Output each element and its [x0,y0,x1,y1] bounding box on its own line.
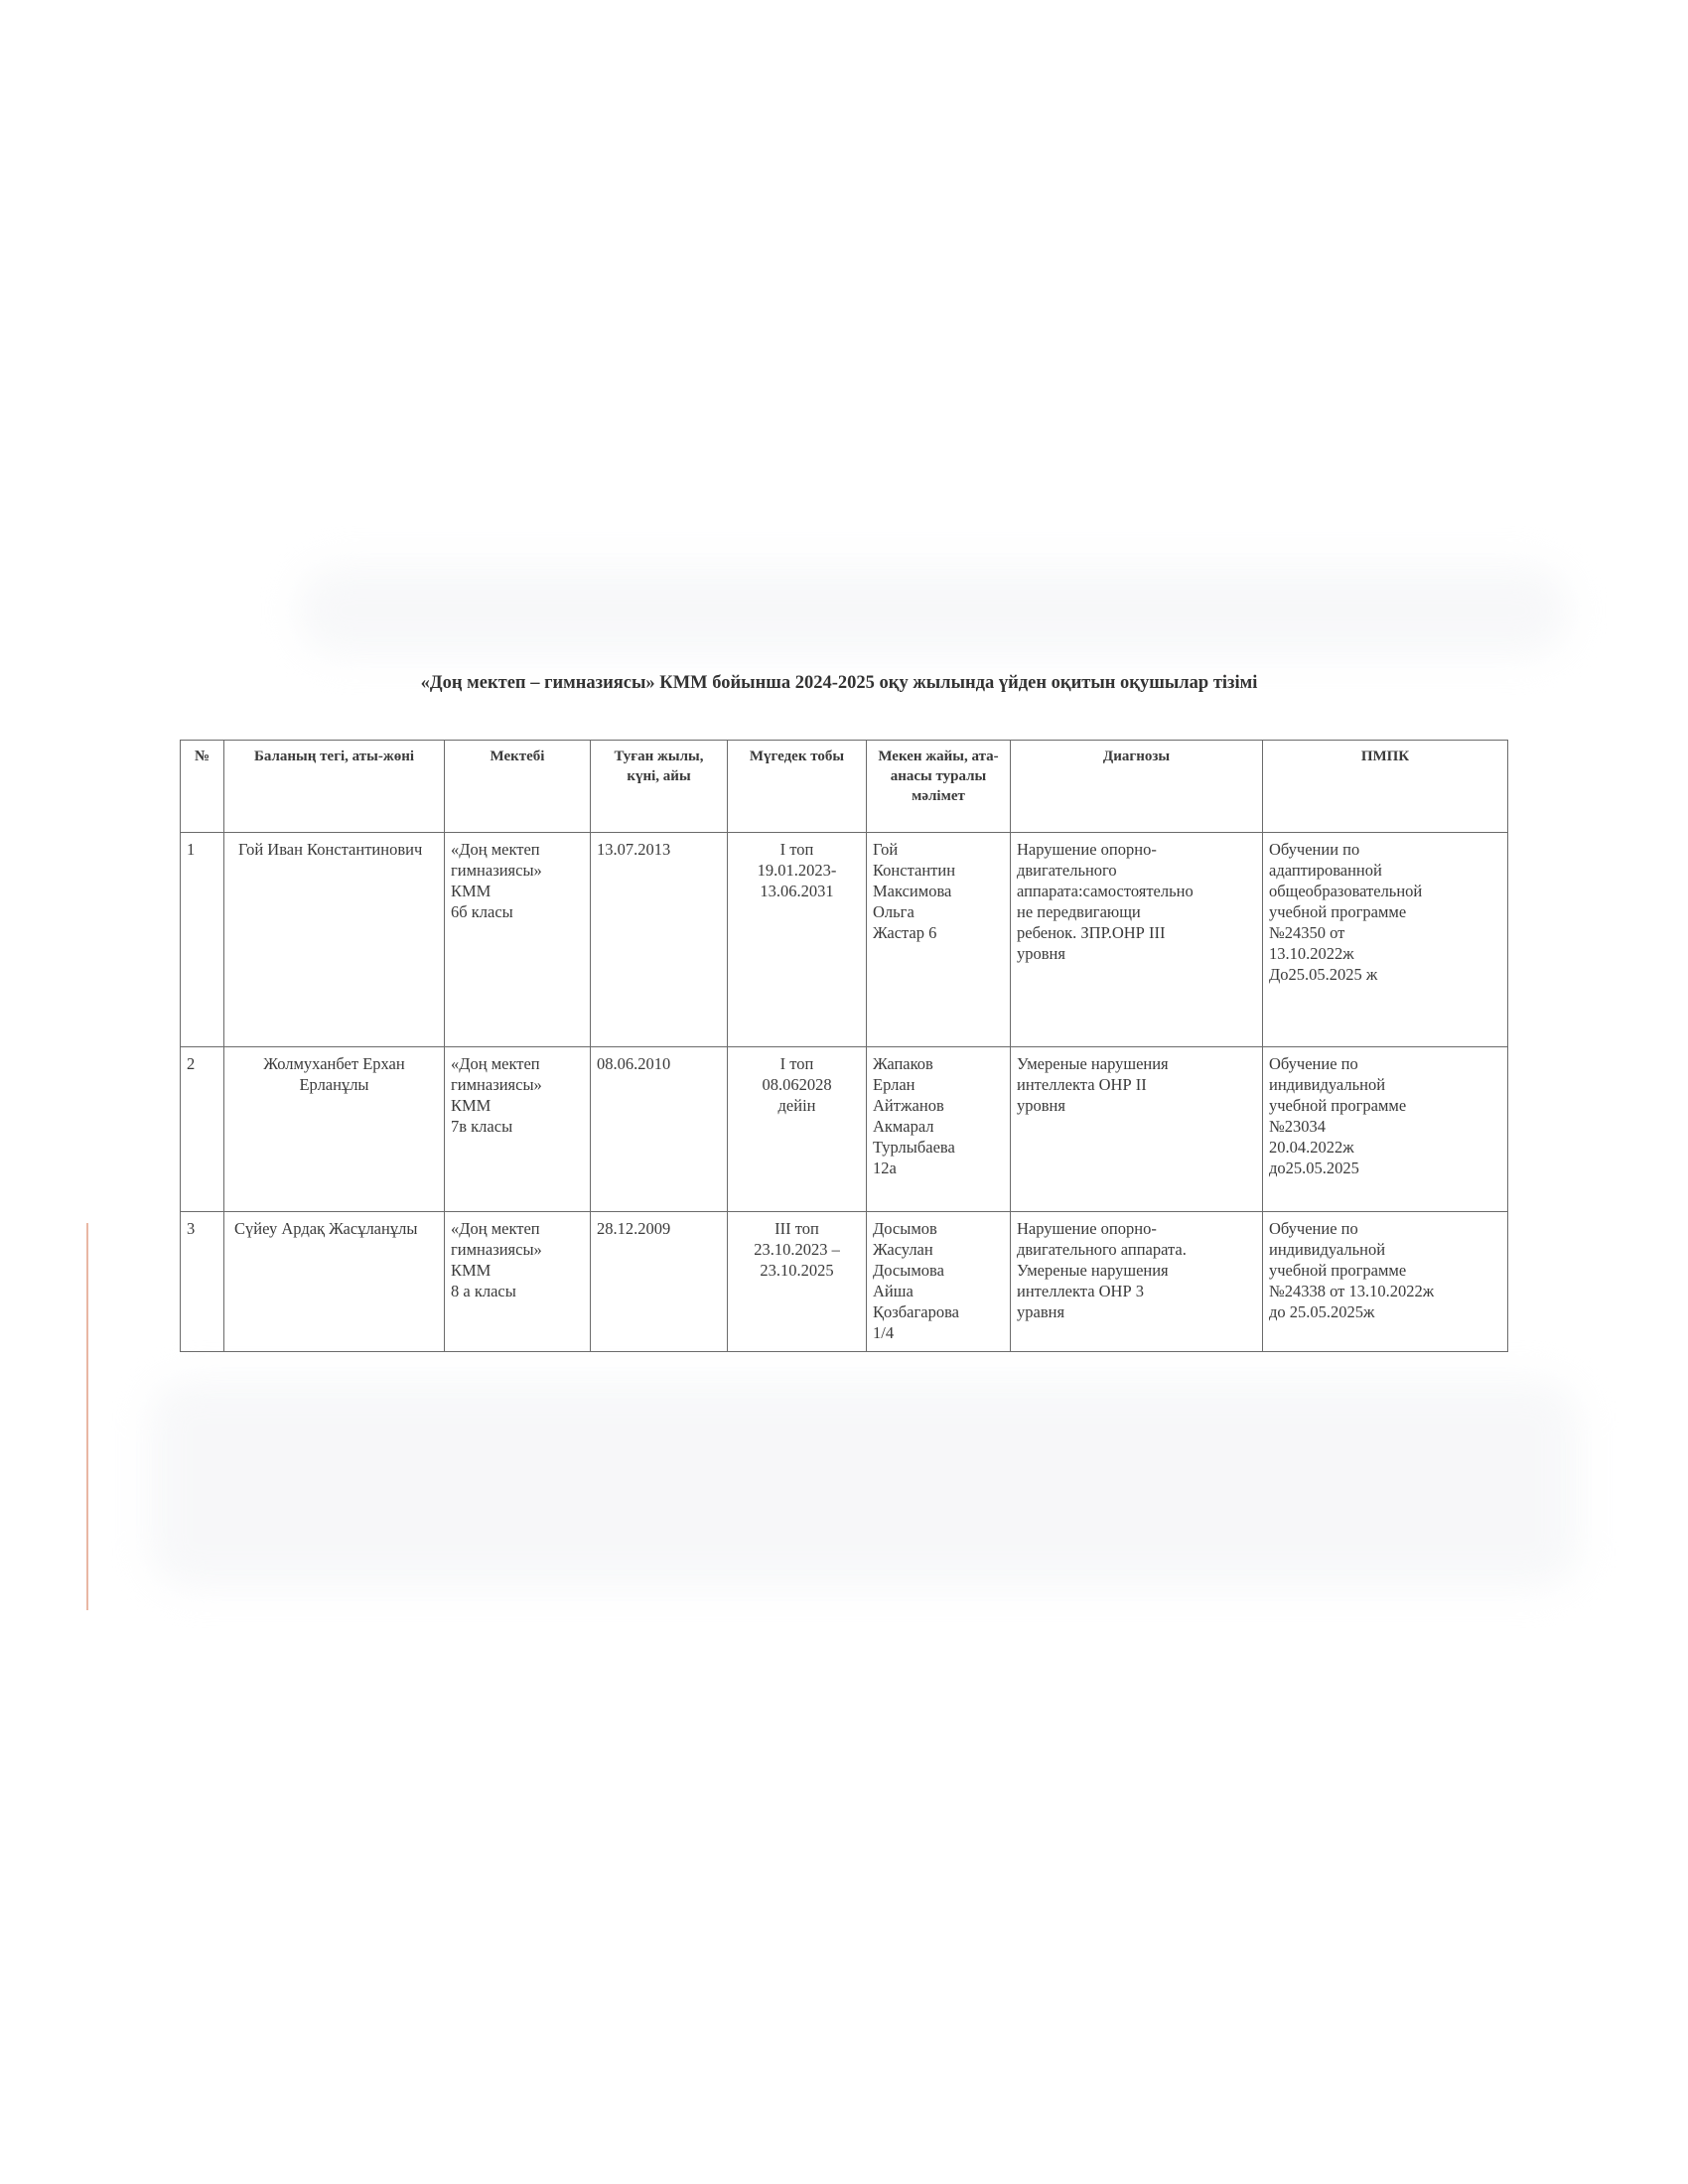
table-row [181,1212,1508,1352]
school-cell [445,1212,591,1352]
pmpk-line: учебной программе [1269,1261,1407,1280]
parents-line: Ерлан [873,1075,915,1094]
school-line: «Доң мектеп [451,1054,540,1073]
pmpk-line: до25.05.2025 [1269,1159,1359,1177]
diagnosis-cell [1011,1212,1263,1352]
parents-line: Қозбагарова [873,1302,959,1321]
parents-line: Досымов [873,1219,937,1238]
diagnosis-line: двигательного аппарата. [1017,1240,1187,1259]
pmpk-cell [1263,833,1508,1047]
birth-date: 28.12.2009 [591,1212,728,1352]
pmpk-line: Обучение по [1269,1219,1358,1238]
pmpk-line: До25.05.2025 ж [1269,965,1378,984]
pmpk-line: 13.10.2022ж [1269,944,1354,963]
pmpk-line: до 25.05.2025ж [1269,1302,1375,1321]
school-line: КММ [451,1096,492,1115]
diagnosis-line: не передвигающи [1017,902,1141,921]
table-header-row [181,741,1508,833]
header-disability-group: Мүгедек тобы [728,741,867,833]
pmpk-line: 20.04.2022ж [1269,1138,1354,1157]
diagnosis-cell [1011,1047,1263,1212]
diagnosis-line: уравня [1017,1302,1065,1321]
pmpk-line: Обучении по [1269,840,1360,859]
birth-date: 13.07.2013 [591,833,728,1047]
pmpk-line: общеобразовательной [1269,882,1423,900]
student-name: Жолмуханбет Ерхан Ерланұлы [224,1047,445,1212]
school-line: гимназиясы» [451,1240,542,1259]
pmpk-line: учебной программе [1269,902,1407,921]
disability-cell [728,833,867,1047]
parents-cell [867,1047,1011,1212]
parents-line: Жасулан [873,1240,933,1259]
table-row [181,833,1508,1047]
scan-smudge-bottom [149,1380,1579,1588]
parents-cell [867,1212,1011,1352]
school-line: 8 а класы [451,1282,516,1300]
parents-line: Айтжанов [873,1096,944,1115]
disability-line: I топ [779,840,814,859]
disability-line: III топ [774,1219,819,1238]
school-line: 6б класы [451,902,513,921]
student-name: Гой Иван Константинович [224,833,445,1047]
parents-cell [867,833,1011,1047]
parents-line: Айша [873,1282,914,1300]
diagnosis-line: Нарушение опорно- [1017,840,1157,859]
school-cell [445,833,591,1047]
pmpk-line: индивидуальной [1269,1240,1386,1259]
diagnosis-line: ребенок. ЗПР.ОНР III [1017,923,1166,942]
parents-line: Константин [873,861,956,880]
school-line: гимназиясы» [451,861,542,880]
diagnosis-line: Нарушение опорно- [1017,1219,1157,1238]
row-number: 1 [181,833,224,1047]
scan-edge-line [86,1223,88,1610]
row-number: 2 [181,1047,224,1212]
diagnosis-cell [1011,833,1263,1047]
parents-line: Турлыбаева [873,1138,955,1157]
table-row [181,1047,1508,1212]
diagnosis-line: уровня [1017,944,1065,963]
parents-line: Досымова [873,1261,944,1280]
school-line: КММ [451,1261,492,1280]
pmpk-line: №24350 от [1269,923,1345,942]
header-diagnosis: Диагнозы [1011,741,1263,833]
header-pmpk: ПМПК [1263,741,1508,833]
diagnosis-line: аппарата:самостоятельно [1017,882,1194,900]
disability-line: 23.10.2023 – [754,1240,840,1259]
pmpk-line: №23034 [1269,1117,1326,1136]
parents-line: 1/4 [873,1323,895,1342]
pmpk-line: адаптированной [1269,861,1382,880]
pmpk-line: Обучение по [1269,1054,1358,1073]
diagnosis-line: интеллекта ОНР II [1017,1075,1147,1094]
diagnosis-line: интеллекта ОНР 3 [1017,1282,1145,1300]
pmpk-line: №24338 от 13.10.2022ж [1269,1282,1435,1300]
diagnosis-line: Умереные нарушения [1017,1261,1169,1280]
school-line: «Доң мектеп [451,840,540,859]
header-address-parents: Мекен жайы, ата-анасы туралы мәлімет [867,741,1011,833]
scan-smudge-top [298,566,1569,655]
disability-line: дейін [777,1096,816,1115]
diagnosis-line: двигательного [1017,861,1117,880]
school-line: гимназиясы» [451,1075,542,1094]
birth-date: 08.06.2010 [591,1047,728,1212]
parents-line: Жапаков [873,1054,933,1073]
disability-cell [728,1047,867,1212]
school-cell [445,1047,591,1212]
document-title: «Доң мектеп – гимназиясы» КММ бойынша 2024-2025 оқу жылында үйден оқитын оқушылар тізімі [420,673,1258,693]
header-number: № [181,741,224,833]
disability-line: 19.01.2023- [757,861,837,880]
disability-line: 13.06.2031 [760,882,834,900]
parents-line: Жастар 6 [873,923,937,942]
pmpk-line: учебной программе [1269,1096,1407,1115]
header-school: Мектебі [445,741,591,833]
pmpk-line: индивидуальной [1269,1075,1386,1094]
parents-line: 12а [873,1159,897,1177]
diagnosis-line: уровня [1017,1096,1065,1115]
students-table [180,740,1508,1352]
pmpk-cell [1263,1212,1508,1352]
student-name: Сүйеу Ардақ Жасұланұлы [224,1212,445,1352]
school-line: КММ [451,882,492,900]
pmpk-cell [1263,1047,1508,1212]
disability-line: 08.062028 [762,1075,832,1094]
parents-line: Ольга [873,902,914,921]
school-line: «Доң мектеп [451,1219,540,1238]
row-number: 3 [181,1212,224,1352]
school-line: 7в класы [451,1117,513,1136]
header-birth-date: Туған жылы, күні, айы [591,741,728,833]
disability-line: I топ [779,1054,814,1073]
parents-line: Максимова [873,882,952,900]
parents-line: Гой [873,840,899,859]
diagnosis-line: Умереные нарушения [1017,1054,1169,1073]
header-name: Баланың тегі, аты-жөні [224,741,445,833]
disability-cell [728,1212,867,1352]
parents-line: Акмарал [873,1117,934,1136]
disability-line: 23.10.2025 [760,1261,834,1280]
